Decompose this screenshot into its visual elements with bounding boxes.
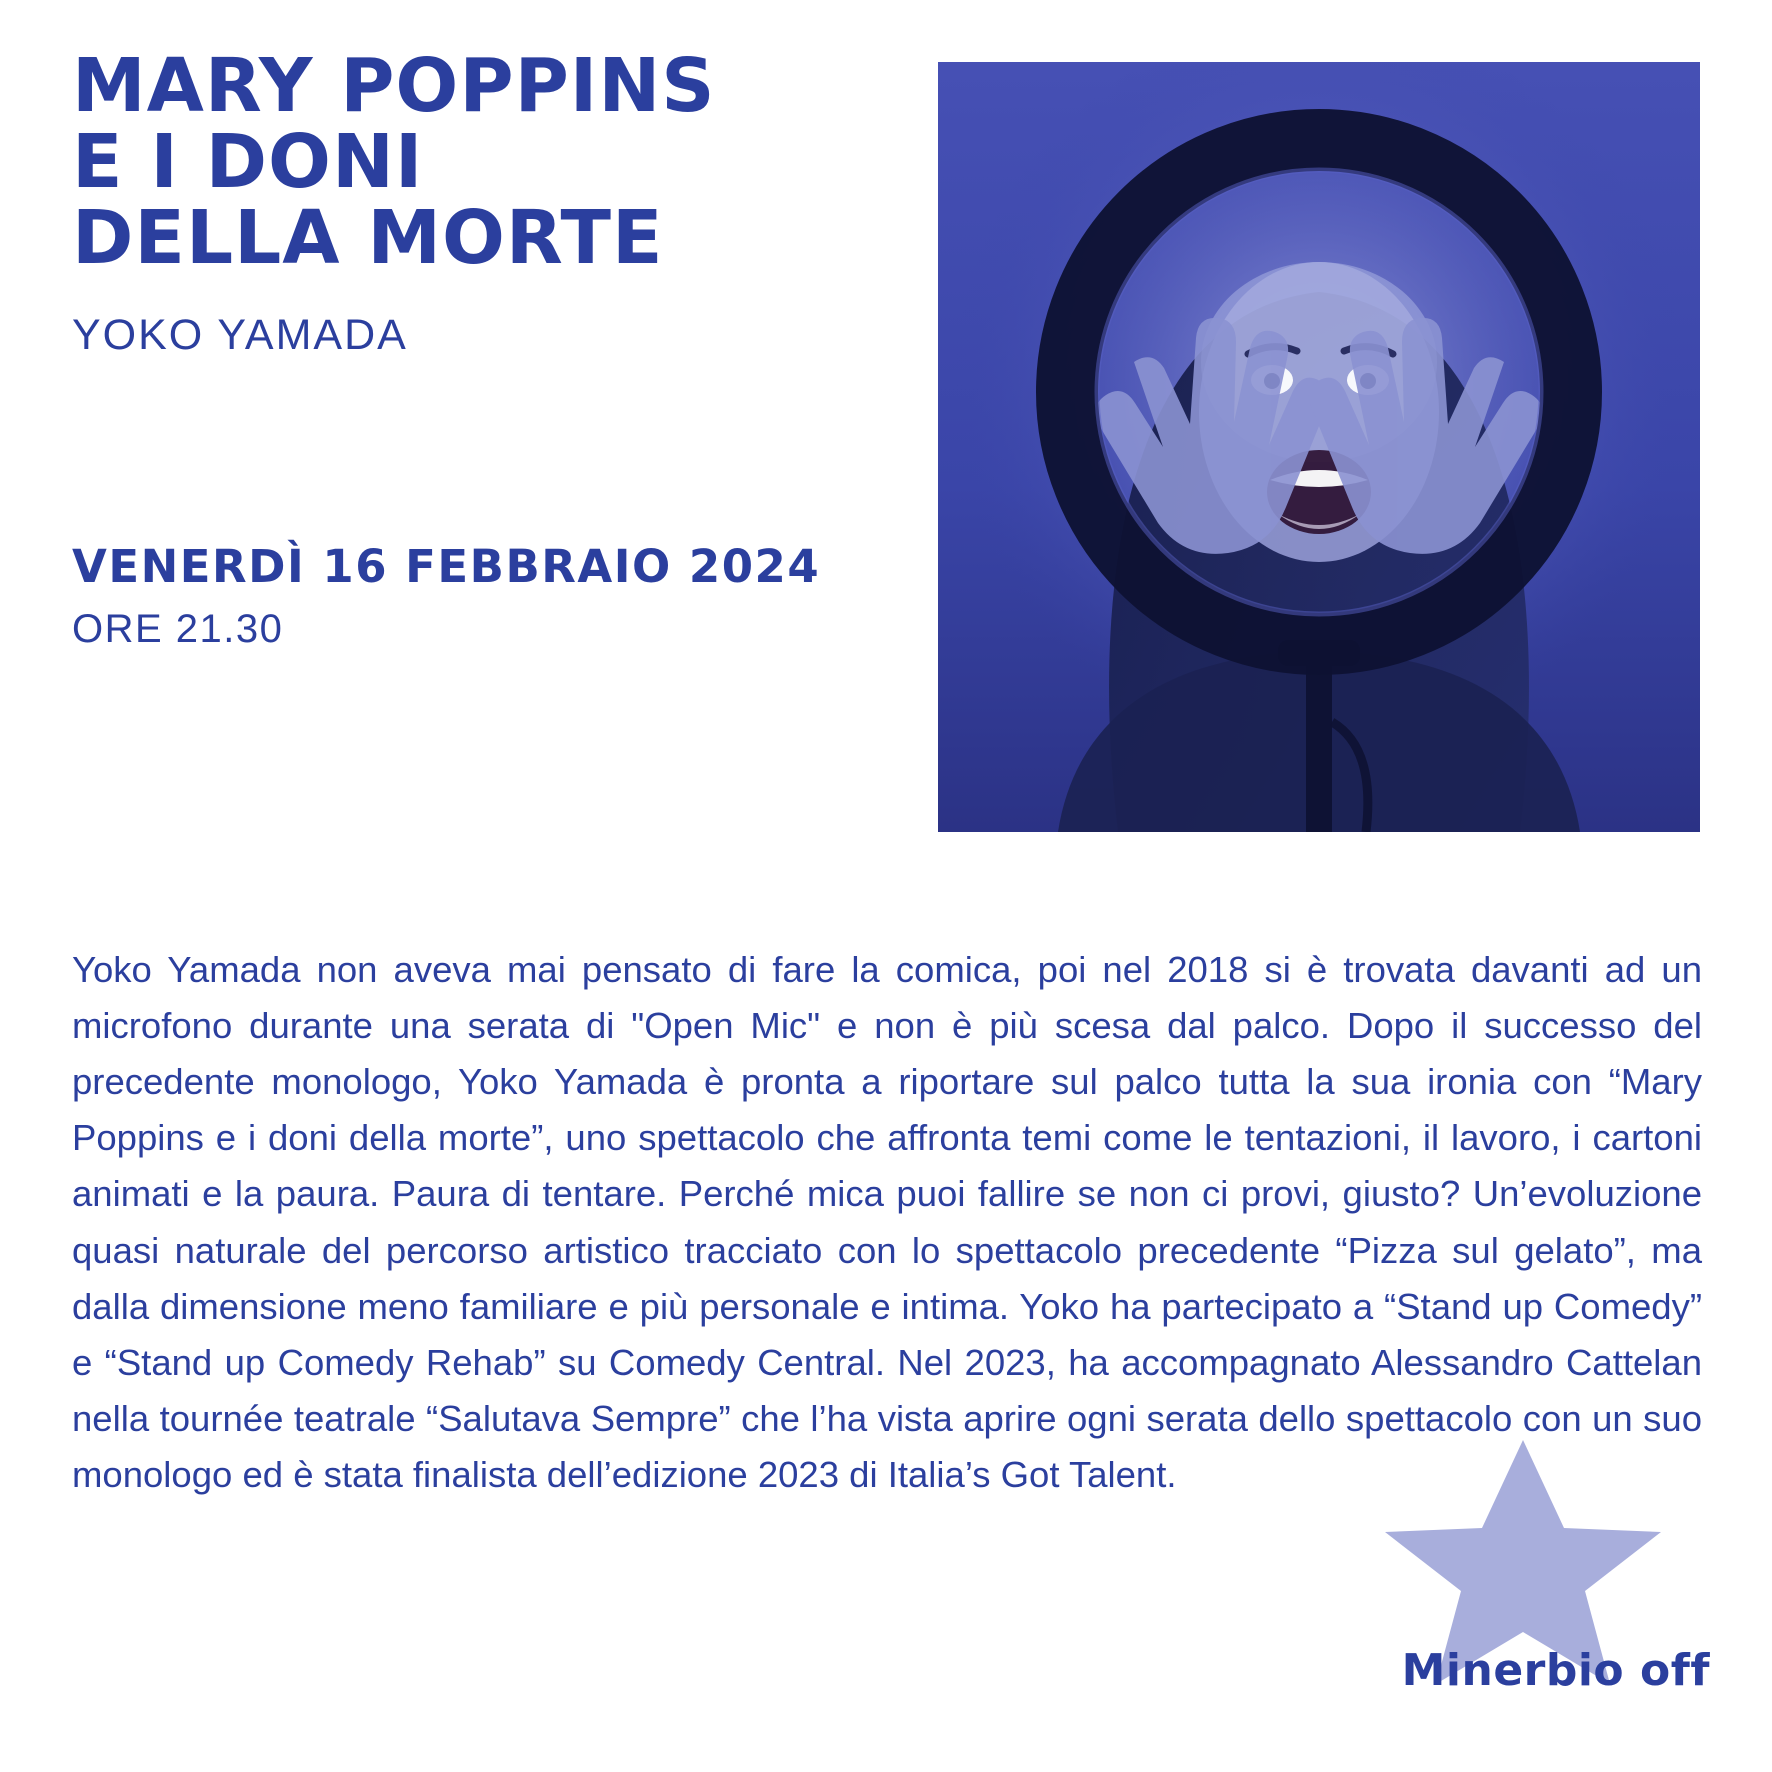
show-description: Yoko Yamada non aveva mai pensato di fare la comica, poi nel 2018 si è trovata davanti ad un microfono durante una serata di "Open Mic" e non è più scesa dal palco. Dopo il successo del precedente monologo, Yoko Yamada è pronta a riportare sul palco tutta la sua ironia con “Mary Poppins e i doni della morte”, uno spettacolo che affronta temi come le tentazioni, il lavoro, i cartoni animati e la paura. Paura di tentare. Perché mica puoi fallire se non ci provi, giusto? Un’evoluzione quasi naturale del percorso artistico tracciato con lo spettacolo precedente “Pizza sul gelato”, ma dalla dimensione meno familiare e più personale e intima. Yoko ha partecipato a “Stand up Comedy” e “Stand up Comedy Rehab” su Comedy Central. Nel 2023, ha accompagnato Alessandro Cattelan nella tournée teatrale “Salutava Sempre” che l’ha vista aprire ogni serata dello spettacolo con un suo monologo ed è stata finalista dell’edizione 2023 di Italia’s Got Talent. <box>72 948 1702 1496</box>
event-time: ORE 21.30 <box>72 607 284 651</box>
title-line-1: MARY POPPINS <box>72 43 716 129</box>
schedule-block <box>72 540 872 652</box>
author-name: YOKO YAMADA <box>72 310 408 359</box>
page-title <box>72 43 932 282</box>
title-line-2: E I DONI <box>72 119 424 206</box>
event-date: VENERDÌ 16 FEBBRAIO 2024 <box>72 540 821 593</box>
performer-portrait-image <box>938 62 1700 832</box>
footer-logo <box>1300 1436 1720 1736</box>
brand-name: Minerbio off <box>1401 1645 1710 1696</box>
poster-header <box>72 43 932 360</box>
title-line-3: DELLA MORTE <box>72 195 664 282</box>
